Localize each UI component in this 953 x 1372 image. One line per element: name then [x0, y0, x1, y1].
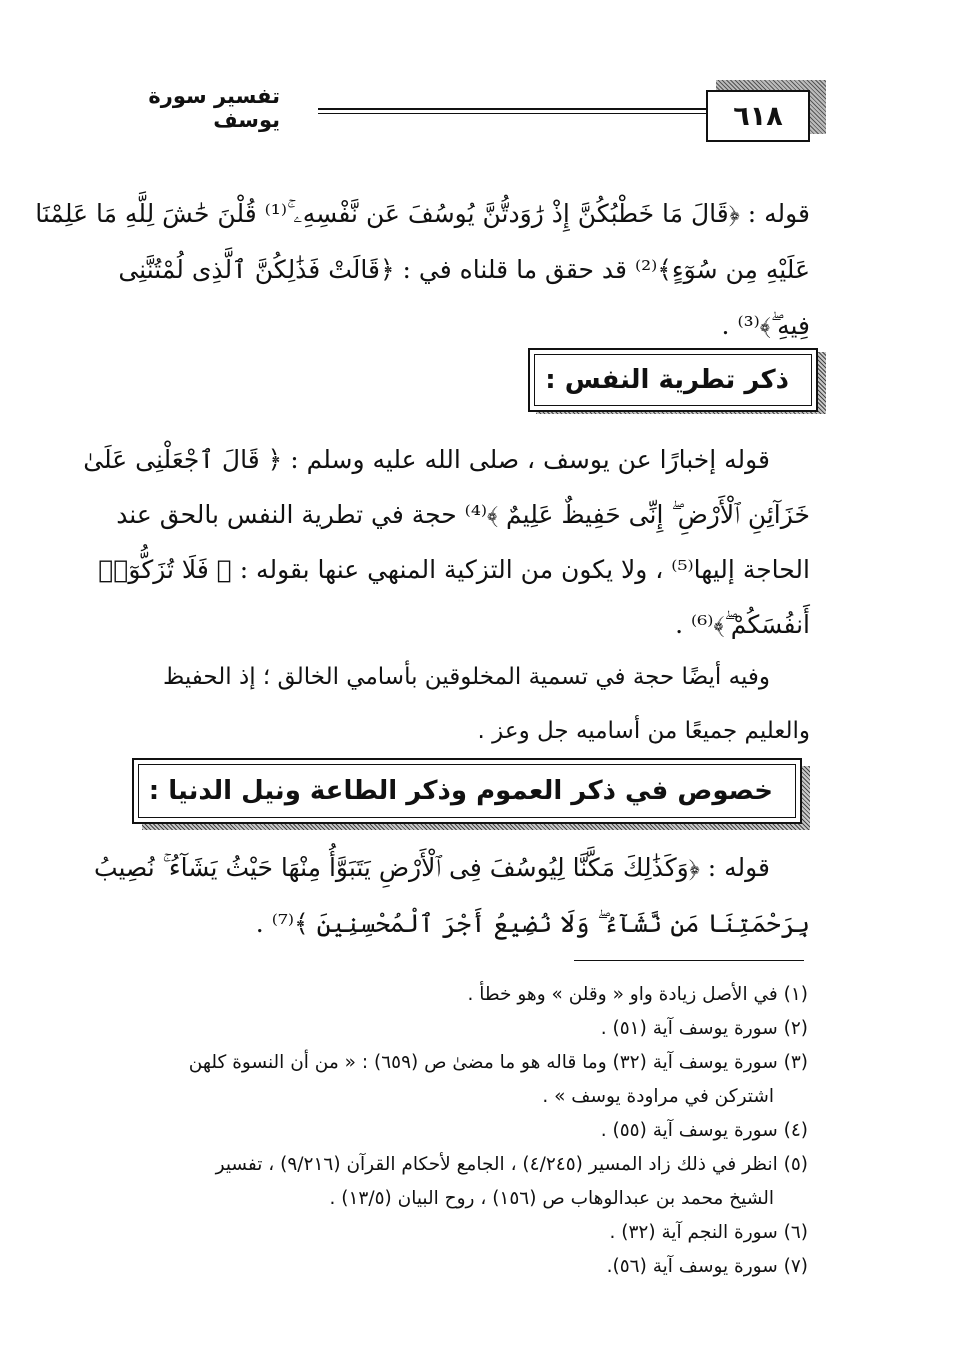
footnote-4: (٤) سورة يوسف آية (٥٥) . — [600, 1120, 808, 1141]
footnote-5-continuation: الشيخ محمد بن عبدالوهاب ص (١٥٦) ، روح البيان (١٣/٥) . — [329, 1188, 774, 1209]
footnote-6: (٦) سورة النجم آية (٣٢) . — [609, 1222, 808, 1243]
footnote-2: (٢) سورة يوسف آية (٥١) . — [600, 1018, 808, 1039]
section-1-title: ذكر تطرية النفس : — [534, 354, 812, 406]
page-number-box — [706, 90, 810, 142]
page-number: ٦١٨ — [733, 100, 783, 132]
section-2-title: خصوص في ذكر العموم وذكر الطاعة ونيل الدنيا : — [138, 764, 796, 818]
footnote-5: (٥) انظر في ذلك زاد المسير (٤/٢٤٥) ، الجامع لأحكام القرآن (٩/٢١٦) ، تفسير — [215, 1154, 808, 1175]
section-2-heading-box — [132, 758, 802, 824]
paragraph-1 — [35, 186, 810, 354]
section-1-heading-box — [528, 348, 818, 412]
paragraph-2-line-2: خَزَآئِنِ ٱلْأَرْضِ ۖ إِنِّى حَفِيظٌ عَلِيمٌ ﴾⁽⁴⁾ حجة في تطرية النفس بالحق عند — [116, 500, 810, 529]
header-rule — [318, 108, 706, 110]
footnotes — [70, 978, 808, 1284]
footnote-3-continuation: اشتركن في مراودة يوسف » . — [542, 1086, 774, 1107]
paragraph-2-line-1: قوله إخبارًا عن يوسف ، صلى الله عليه وسلم : ﴿ قَالَ ٱجْعَلْنِى عَلَىٰ — [83, 445, 770, 474]
footnote-3: (٣) سورة يوسف آية (٣٢) وما قاله هو ما مضىٰ ص (٦٥٩) : « من أن النسوة كلهن — [188, 1052, 808, 1073]
paragraph-3 — [80, 650, 810, 758]
footnote-separator — [574, 960, 804, 961]
paragraph-1-line-3: فِيهِ ۖ﴾⁽³⁾ . — [721, 311, 810, 340]
running-title: تفسير سورة يوسف — [148, 84, 280, 132]
paragraph-4-line-1: قوله : ﴿وَكَذَٰلِكَ مَكَّنَّا لِيُوسُفَ فِى ٱلْأَرْضِ يَتَبَوَّأُ مِنْهَا حَيْثُ يَشَآءُ ۚ نُصِيبُ — [93, 853, 770, 882]
paragraph-2-line-4: أَنفُسَكُمْ ۖ﴾⁽⁶⁾ . — [675, 610, 810, 639]
paragraph-4-line-2: بِرَحْمَتِنَا مَن نَّشَآءُ ۖ وَلَا نُضِيعُ أَجْرَ ٱلْمُحْسِنِينَ ﴾⁽⁷⁾ . — [255, 909, 810, 938]
paragraph-3-line-2: والعليم جميعًا من أساميه جل وعز . — [477, 718, 810, 744]
footnote-1: (١) في الأصل زيادة واو « وقلن » وهو خطأ . — [467, 984, 808, 1005]
paragraph-1-line-1: قوله : ﴿قَالَ مَا خَطْبُكُنَّ إِذْ رَٰوَدتُّنَّ يُوسُفَ عَن نَّفْسِهِۦ ۚ⁽¹⁾ قُلْنَ حَٰشَ لِلَّهِ مَا عَلِمْنَا — [35, 199, 810, 228]
paragraph-2-line-3: الحاجة إليها⁽⁵⁾ ، ولا يكون من التزكية المنهي عنها بقوله : ﴿ فَلَا تُزَكُّوٓا۟ — [98, 555, 810, 584]
footnote-7: (٧) سورة يوسف آية (٥٦). — [606, 1256, 808, 1277]
paragraph-4 — [80, 840, 810, 952]
paragraph-3-line-1: وفيه أيضًا حجة في تسمية المخلوقين بأسامي الخالق ؛ إذ الحفيظ — [163, 664, 770, 690]
paragraph-1-line-2: عَلَيْهِ مِن سُوٓءٍ﴾⁽²⁾ قد حقق ما قلناه في : ﴿قَالَتْ فَذَٰلِكُنَّ ٱلَّذِى لُمْتُنَّنِى — [118, 255, 810, 284]
paragraph-2 — [80, 432, 810, 652]
